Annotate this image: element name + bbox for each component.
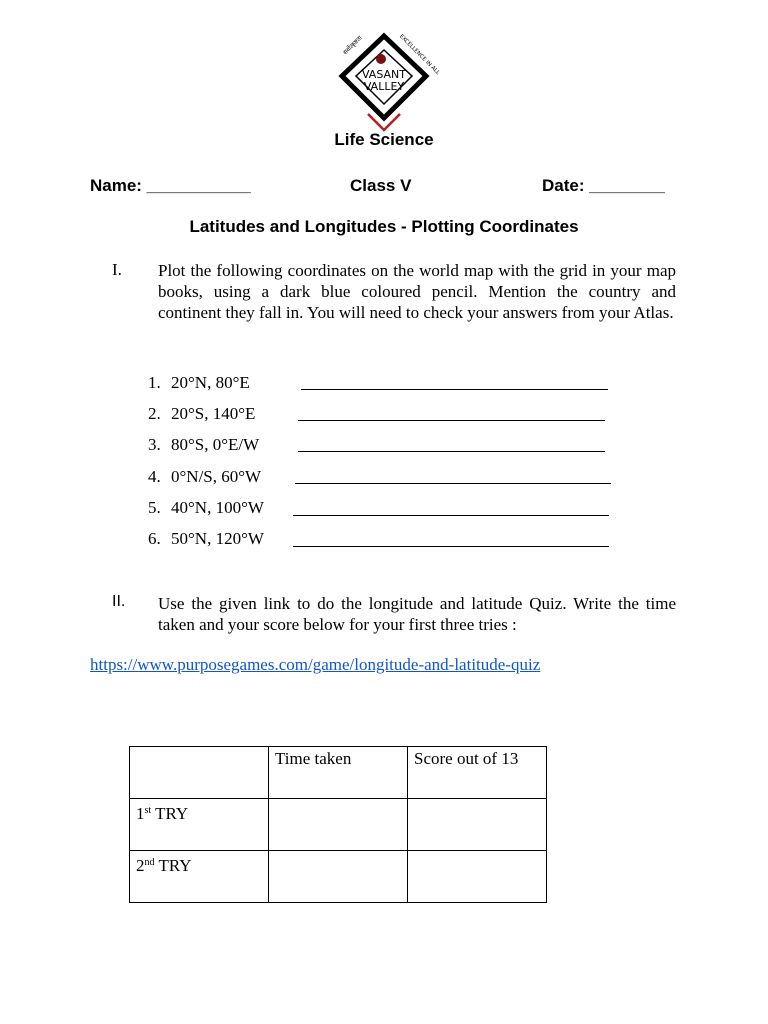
worksheet-title: Latitudes and Longitudes - Plotting Coordinates <box>189 217 579 236</box>
score-cell[interactable] <box>408 799 547 851</box>
coordinate-item: 5. 40°N, 100°W <box>148 498 264 517</box>
logo-text-line1: VASANT <box>361 68 407 81</box>
answer-line[interactable] <box>295 483 611 484</box>
try-label-cell: 2nd TRY <box>130 851 269 903</box>
logo-motto: EXCELLENCE IN ALL <box>398 33 440 77</box>
table-row <box>130 851 547 903</box>
table-header-row <box>130 747 547 799</box>
time-cell[interactable] <box>269 799 408 851</box>
answer-line[interactable] <box>298 420 605 421</box>
table-header-cell: Score out of 13 <box>408 747 547 799</box>
date-field: Date: ________ <box>542 176 665 195</box>
section1-numeral: I. <box>112 260 122 279</box>
time-cell[interactable] <box>269 851 408 903</box>
table-header-cell: Time taken <box>269 747 408 799</box>
section1-instructions: Plot the following coordinates on the world map with the grid in your map books, using a dark blue coloured pencil. Mention the country and continent they fall in. You will need to check your answers from your Atlas. <box>158 261 676 322</box>
subject-title: Life Science <box>334 130 434 149</box>
coordinate-item: 1. 20°N, 80°E <box>148 373 250 392</box>
section2-instructions: Use the given link to do the longitude and latitude Quiz. Write the time taken and your score below for your first three tries : <box>158 594 676 634</box>
coordinate-item: 2. 20°S, 140°E <box>148 404 256 423</box>
school-logo <box>328 26 440 138</box>
coordinate-item: 3. 80°S, 0°E/W <box>148 435 260 454</box>
name-field: Name: ___________ <box>90 176 251 195</box>
answer-line[interactable] <box>298 451 605 452</box>
tries-table <box>129 746 547 903</box>
logo-text-line2: VALLEY <box>363 80 405 93</box>
logo-dot-icon <box>376 54 386 64</box>
section2-numeral: II. <box>112 593 126 610</box>
answer-line[interactable] <box>293 546 609 547</box>
table-header-cell <box>130 747 269 799</box>
coordinate-item: 4. 0°N/S, 60°W <box>148 467 262 486</box>
coordinate-item: 6. 50°N, 120°W <box>148 529 264 548</box>
answer-line[interactable] <box>301 389 608 390</box>
try-label-cell: 1st TRY <box>130 799 269 851</box>
class-label: Class V <box>350 176 412 195</box>
answer-line[interactable] <box>293 515 609 516</box>
quiz-link[interactable]: https://www.purposegames.com/game/longitude-and-latitude-quiz <box>90 655 541 674</box>
logo-motto-hindi: सर्वोत्कृष्टता <box>341 34 364 57</box>
table-row <box>130 799 547 851</box>
score-cell[interactable] <box>408 851 547 903</box>
